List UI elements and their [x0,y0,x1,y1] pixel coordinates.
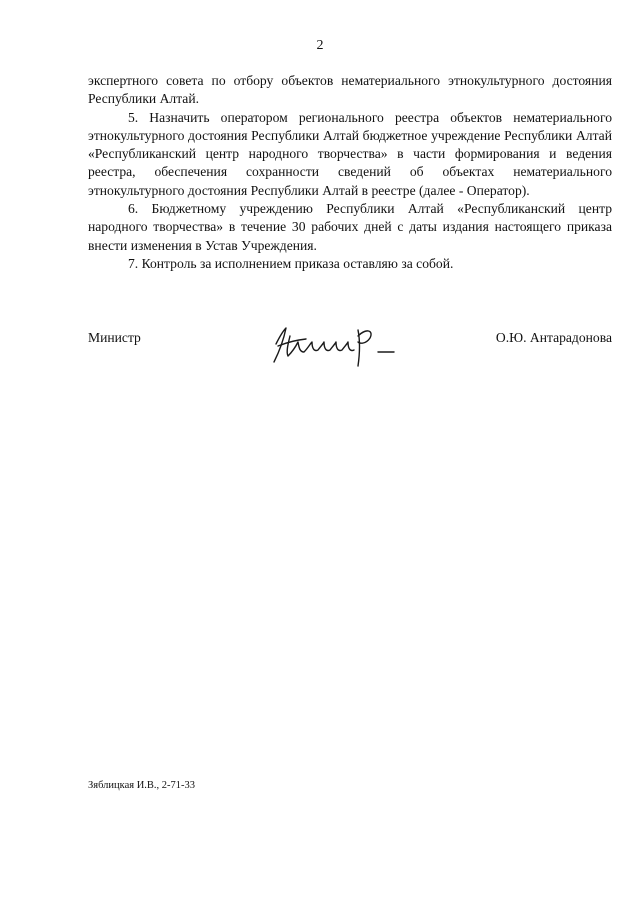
paragraph-item-7: 7. Контроль за исполнением приказа оставляю за собой. [128,255,454,271]
handwritten-signature [266,322,406,368]
signature-block [88,322,612,368]
page-number: 2 [316,38,324,53]
signatory-name: О.Ю. Антарадонова [495,330,612,345]
paragraph-continuation: экспертного совета по отбору объектов нематериального этнокультурного достояния Республики Алтай. [88,73,612,107]
paragraph-item-6: 6. Бюджетному учреждению Республики Алтай «Республиканский центр народного творчества» в течение 30 рабочих дней с даты издания настоящего приказа внести изменения в Устав Учреждения. [88,201,612,253]
signatory-title: Министр [88,330,141,345]
document-body [88,72,612,273]
executor-contact: Зяблицкая И.В., 2-71-33 [88,780,196,791]
paragraph-item-5: 5. Назначить оператором регионального реестра объектов нематериального этнокультурного достояния Республики Алтай бюджетное учреждение Республики Алтай «Республиканский центр народного творчества» в части формирования и ведения реестра, обеспечения сохранности сведений об объектах нематериального этнокультурного достояния Республики Алтай в реестре (далее - Оператор). [88,109,612,198]
